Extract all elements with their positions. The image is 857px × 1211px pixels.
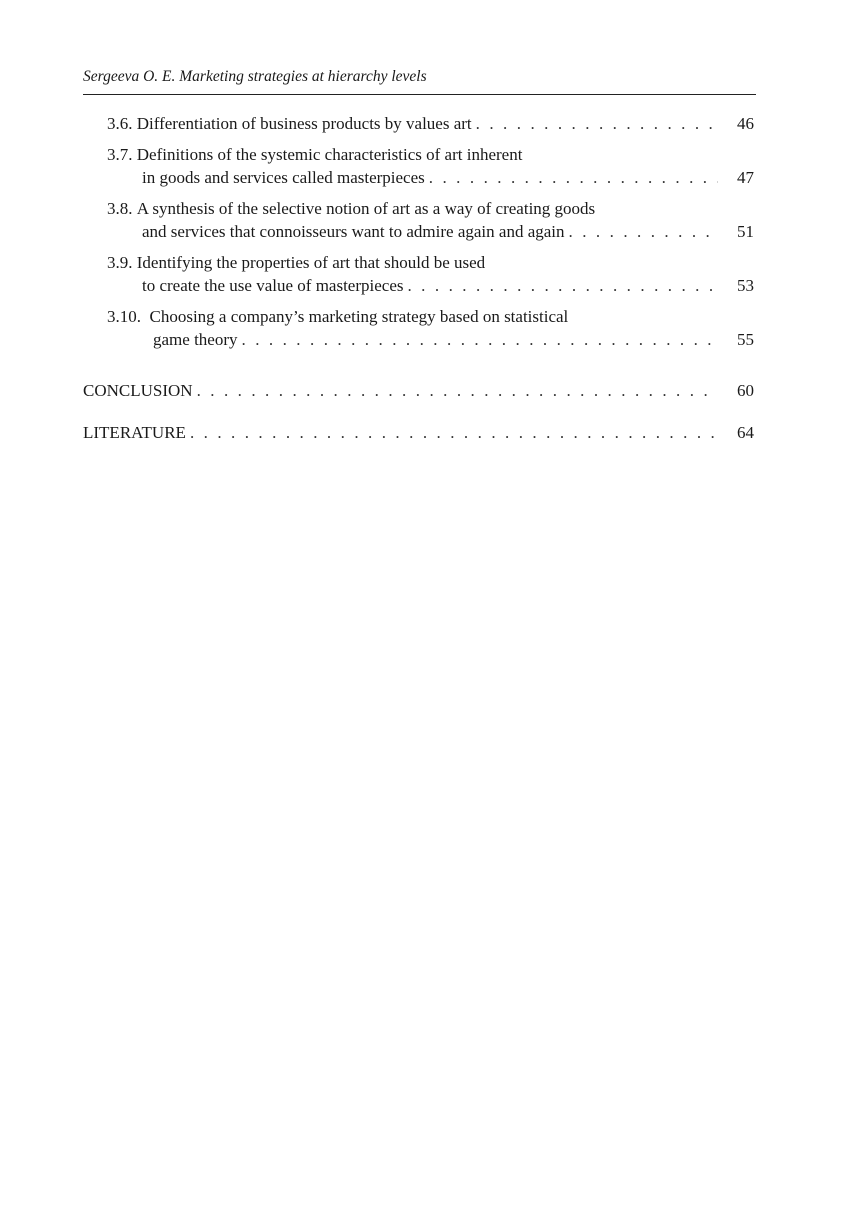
toc-page-number: 64 [737,423,754,442]
toc-page-number: 51 [737,222,754,241]
toc-title-line-1: A synthesis of the selective notion of art as a way of creating goods [136,199,596,218]
toc-title-line-2: to create the use value of masterpieces [142,276,404,295]
toc-title-line-1: Definitions of the systemic characteristics of art inherent [136,145,523,164]
toc-number: 3.8. [107,199,133,218]
toc-title-line-2: and services that connoisseurs want to admire again and again [142,222,565,241]
toc-number: 3.6. [107,114,133,133]
header-rule [83,94,756,95]
toc-number: 3.9. [107,253,133,272]
toc-page-number: 47 [737,168,754,187]
toc-page-number: 46 [737,114,754,133]
toc-page-number: 55 [737,330,754,349]
toc-title: Differentiation of business products by values art [136,114,472,133]
toc-title-line-2: game theory [153,330,238,349]
toc-entry-conclusion[interactable] [83,379,754,402]
dot-leader [242,328,719,351]
toc-page-number: 60 [737,381,754,400]
dot-leader [190,421,718,444]
toc-entry-3-8[interactable] [107,197,754,243]
toc-number: 3.7. [107,145,133,164]
toc-entry-3-7[interactable] [107,143,754,189]
dot-leader [429,166,718,189]
toc-entry-literature[interactable] [83,421,754,444]
dot-leader [476,112,718,135]
running-head: Sergeeva O. E. Marketing strategies at hierarchy levels [83,68,427,85]
toc-title-line-1: Identifying the properties of art that should be used [136,253,486,272]
toc-entry-3-6[interactable] [107,112,754,135]
toc-title-line-1: Choosing a company’s marketing strategy based on statistical [149,307,569,326]
toc-title-line-2: in goods and services called masterpieces [142,168,425,187]
dot-leader [407,274,718,297]
dot-leader [197,379,718,402]
toc-page-number: 53 [737,276,754,295]
toc-entry-3-10[interactable] [107,305,754,351]
toc-title: LITERATURE [83,423,186,442]
toc-entry-3-9[interactable] [107,251,754,297]
toc-title: CONCLUSION [83,381,193,400]
dot-leader [569,220,718,243]
toc-number: 3.10. [107,307,141,326]
